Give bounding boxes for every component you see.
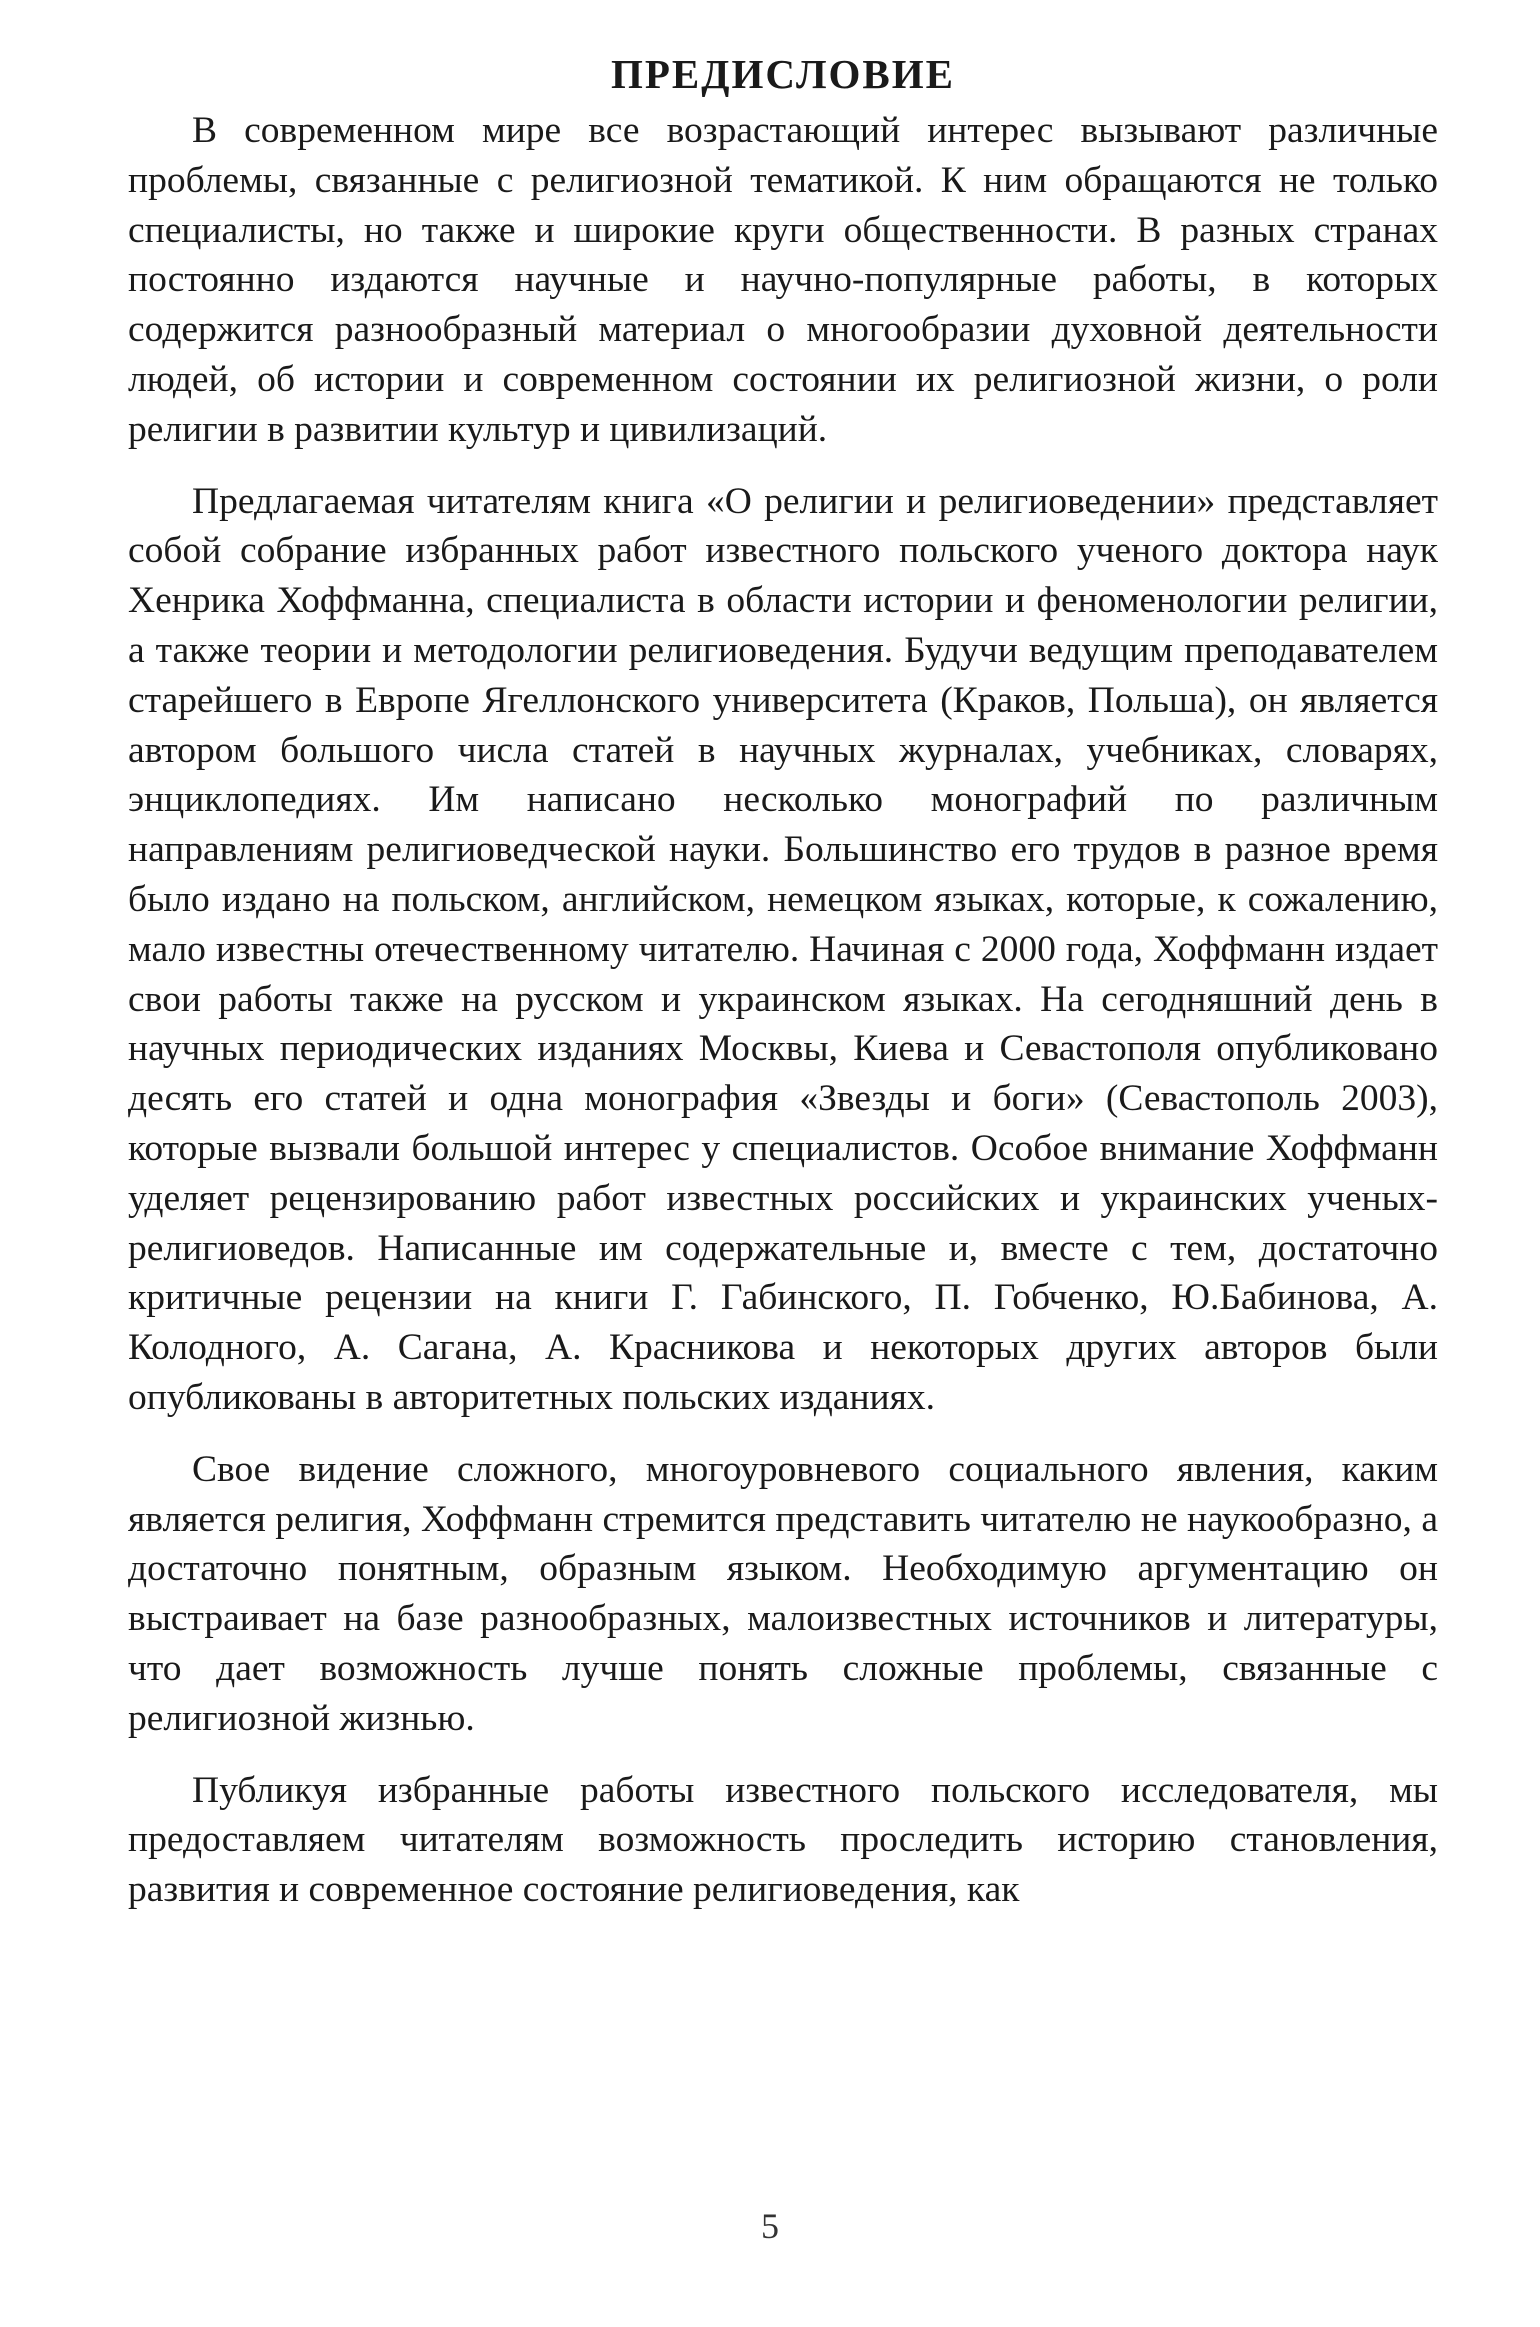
- document-page: [128, 48, 1438, 1915]
- page-number: 5: [761, 2206, 779, 2246]
- paragraph-publication-purpose: Публикуя избранные работы известного польского исследователя, мы предоставляем читателям возможность проследить историю становления, развития и современное состояние религиоведения, как: [128, 1769, 1438, 1911]
- page-title: ПРЕДИСЛОВИЕ: [611, 51, 955, 97]
- paragraph-intro: В современном мире все возрастающий интерес вызывают различные проблемы, связанные с религиозной тематикой. К ним обращаются не только специалисты, но также и широкие круги общественности. В разных странах постоянно издаются научные и научно-популярные работы, в которых содержится разнообразный материал о многообразии духовной деятельности людей, об истории и современном состоянии их религиозной жизни, о роли религии в развитии культур и цивилизаций.: [128, 110, 1438, 450]
- paragraph-author-style: Свое видение сложного, многоуровневого социального явления, каким является религия, Хоффманн стремится представить читателю не наукообразно, а достаточно понятным, образным языком. Необходимую аргументацию он выстраивает на базе разнообразных, малоизвестных источников и литературы, что дает возможность лучше понять сложные проблемы, связанные с религиозной жизнью.: [128, 1448, 1438, 1739]
- paragraph-book-description: Предлагаемая читателям книга «О религии и религиоведении» представляет собой собрание избранных работ известного польского ученого доктора наук Хенрика Хоффманна, специалиста в области истории и феноменологии религии, а также теории и методологии религиоведения. Будучи ведущим преподавателем старейшего в Европе Ягеллонского университета (Краков, Польша), он является автором большого числа статей в научных журналах, учебниках, словарях, энциклопедиях. Им написано несколько монографий по различным направлениям религиоведческой науки. Большинство его трудов в разное время было издано на польском, английском, немецком языках, которые, к сожалению, мало известны отечественному читателю. Начиная с 2000 года, Хоффманн издает свои работы также на русском и украинском языках. На сегодняшний день в научных периодических изданиях Москвы, Киева и Севастополя опубликовано десять его статей и одна монография «Звезды и боги» (Севастополь 2003), которые вызвали большой интерес у специалистов. Особое внимание Хоффманн уделяет рецензированию работ известных российских и украинских ученых-религиоведов. Написанные им содержательные и, вместе с тем, достаточно критичные рецензии на книги Г. Габинского, П. Гобченко, Ю.Бабинова, А. Колодного, А. Сагана, А. Красникова и некоторых других авторов были опубликованы в авторитетных польских изданиях.: [128, 480, 1438, 1418]
